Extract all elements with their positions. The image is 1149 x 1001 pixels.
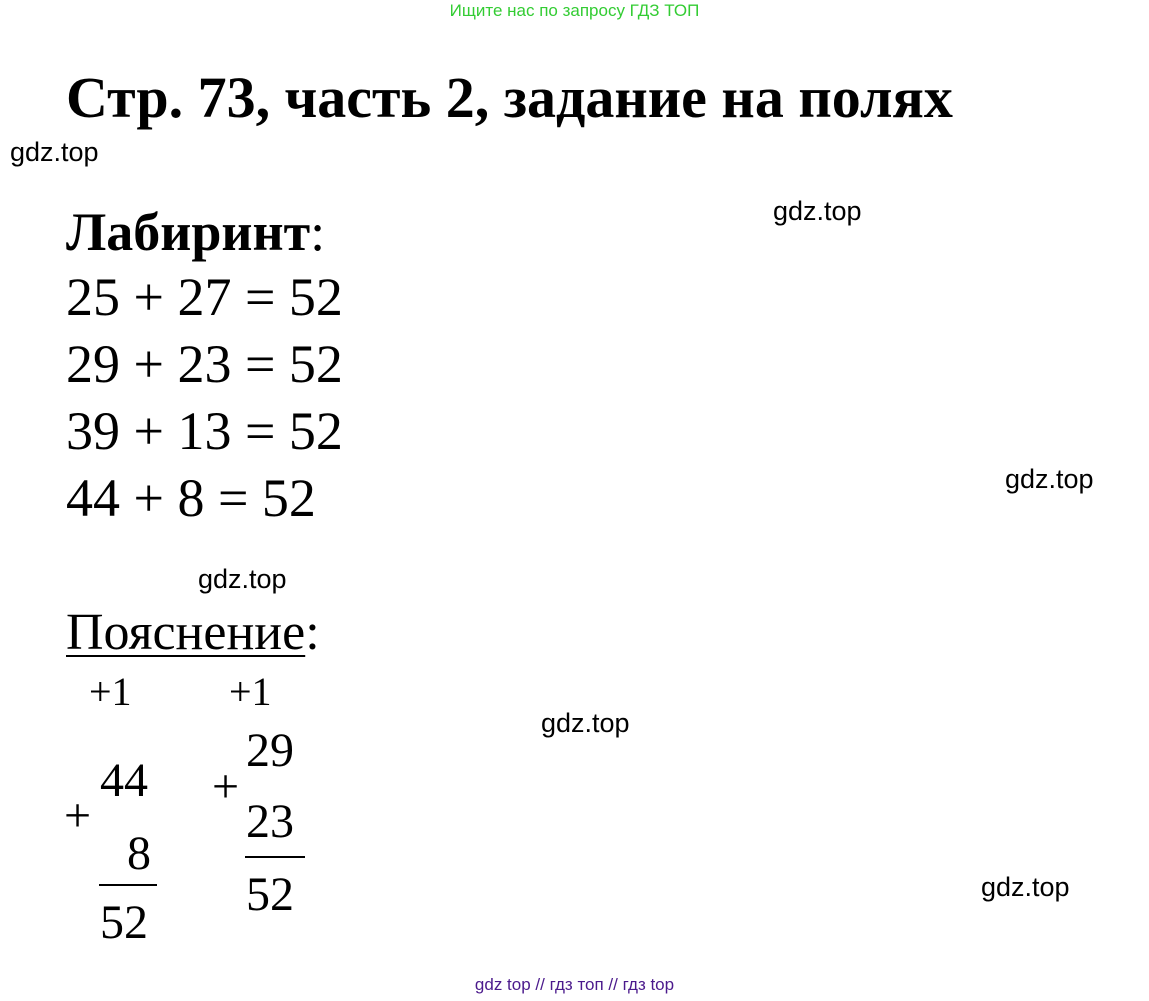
sum-result: 52	[100, 896, 148, 949]
footer-links[interactable]: gdz top // гдз топ // гдз top	[474, 975, 675, 994]
watermark: gdz.top	[1005, 464, 1094, 494]
equation-line: 29 + 23 = 52	[66, 334, 343, 394]
addend-bottom: 23	[246, 795, 294, 848]
addend-top: 44	[100, 754, 148, 807]
addend-top: 29	[246, 724, 294, 777]
carry-mark: +1	[229, 669, 272, 714]
explanation-colon: :	[305, 604, 320, 661]
equation-line: 39 + 13 = 52	[66, 401, 343, 461]
top-banner: Ищите нас по запросу ГДЗ ТОП	[449, 1, 700, 20]
page-title: Стр. 73, часть 2, задание на полях	[66, 65, 953, 130]
watermark: gdz.top	[198, 564, 287, 594]
watermark: gdz.top	[10, 137, 99, 167]
watermark: gdz.top	[773, 196, 862, 226]
sum-result: 52	[246, 868, 294, 921]
sum-line	[99, 884, 157, 886]
explanation-word: Пояснение	[66, 604, 306, 661]
section-heading	[66, 200, 325, 264]
carry-mark: +1	[89, 669, 132, 714]
watermark: gdz.top	[541, 708, 630, 738]
equation-line: 44 + 8 = 52	[66, 468, 316, 528]
plus-sign: +	[212, 760, 240, 813]
heading-word: Лабиринт	[66, 202, 311, 262]
watermark: gdz.top	[981, 872, 1070, 902]
explanation-heading	[66, 603, 320, 663]
sum-line	[245, 856, 305, 858]
plus-sign: +	[64, 789, 92, 842]
addend-bottom: 8	[127, 827, 151, 880]
equation-line: 25 + 27 = 52	[66, 267, 343, 327]
heading-colon: :	[310, 202, 326, 262]
